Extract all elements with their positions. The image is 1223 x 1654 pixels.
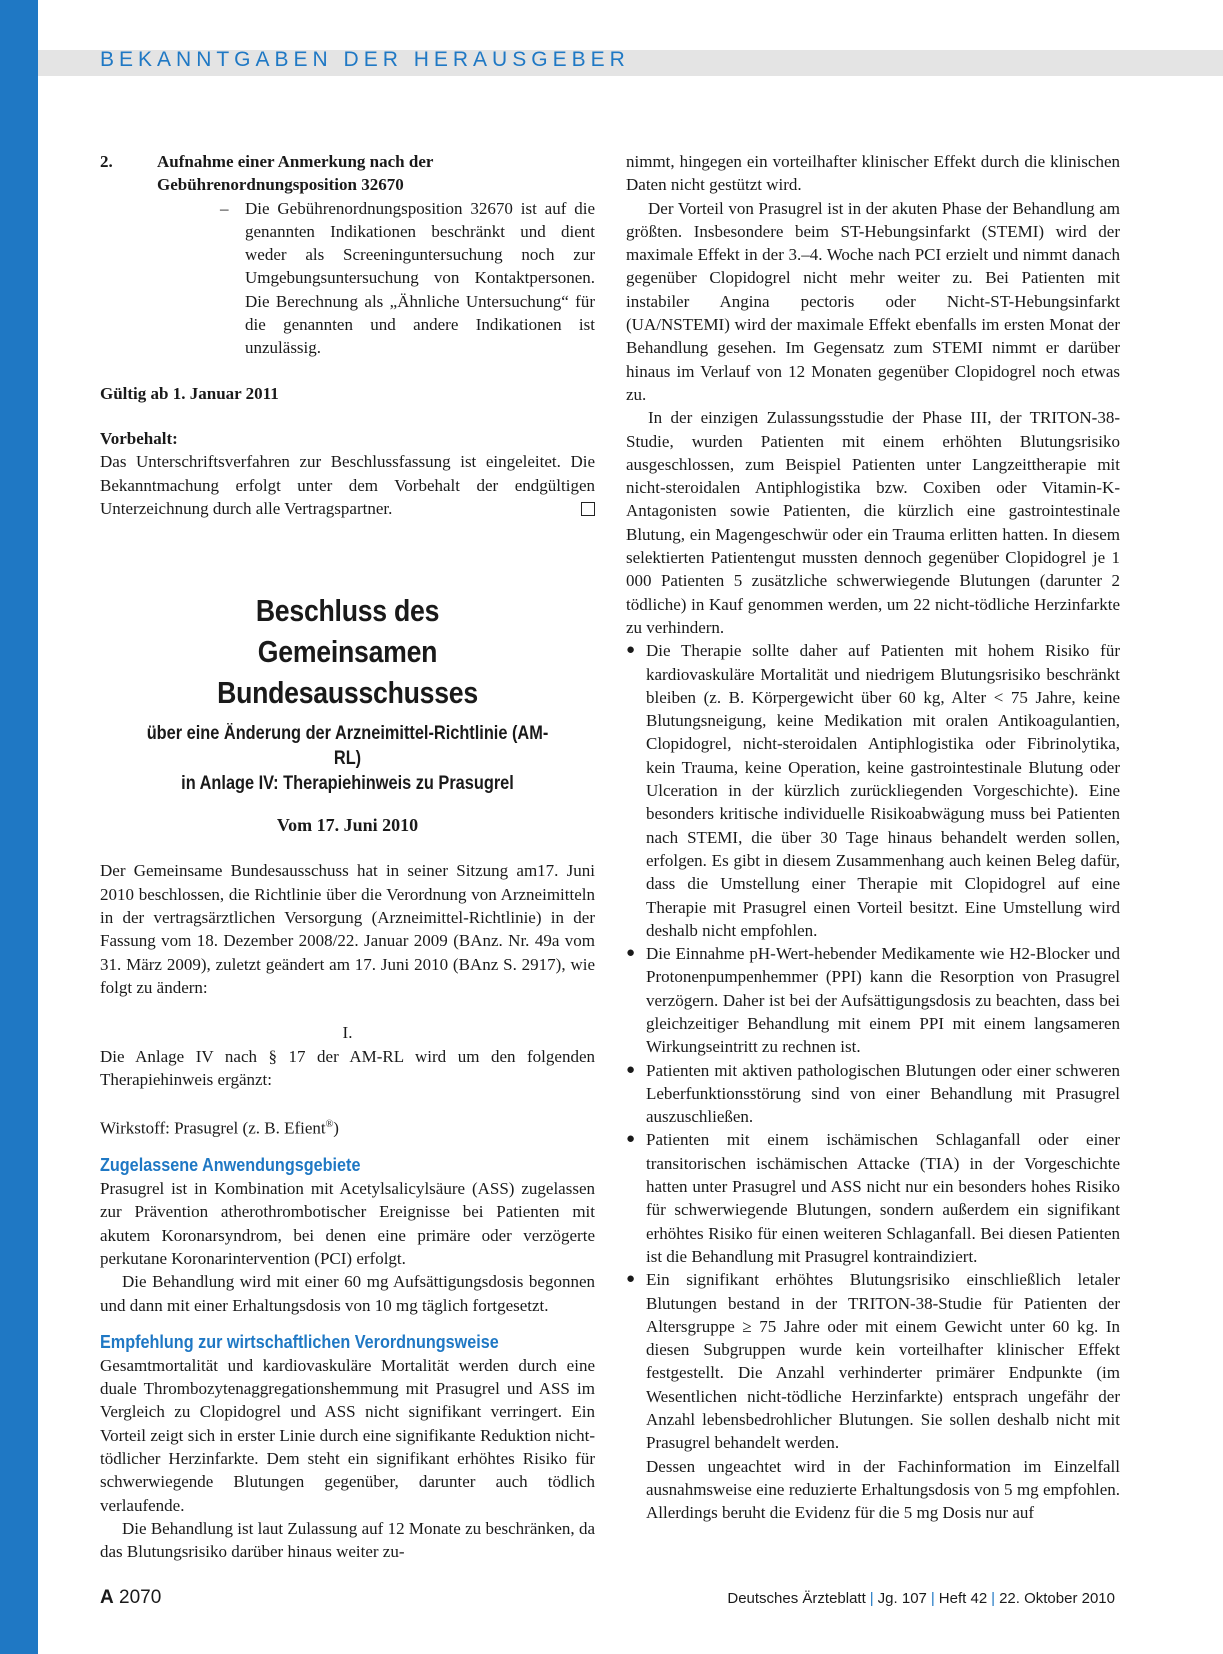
closing-paragraph: Dessen ungeachtet wird in der Fachinformation im Einzelfall ausnahmsweise eine reduzierte Erhaltungsdosis von 5 mg empfohlen. Allerdings beruht die Evidenz für die 5 mg Dosis nur auf [646,1456,1120,1523]
numbered-item [100,150,595,197]
bullet-item: ● Patienten mit aktiven pathologischen Blutungen oder einer schweren Leberfunktionsstörung sind von einer Behandlung mit Prasugrel auszuschließen. [626,1059,1120,1129]
indications-paragraph: Prasugrel ist in Kombination mit Acetylsalicylsäure (ASS) zugelassen zur Prävention atherothrombotischer Ereignisse bei Patienten mit akutem Koronarsyndrom, bei denen eine primäre oder verzögerte perkutane Koronarintervention (PCI) erfolgt. [100,1179,595,1268]
bullet-item: ● Ein signifikant erhöhtes Blutungsrisiko einschließlich letaler Blutungen bestand in der TRITON-38-Studie für Patienten der Altersgruppe ≥ 75 Jahre oder mit einem Gewicht unter 60 kg. In diesen Subgruppen wurde kein vorteilhafter klinischer Effekt festgestellt. Die Anzahl verhinderter primärer Endpunkte (im Wesentlichen nicht-tödliche Herzinfarkte) entsprach ungefähr der Anzahl lebensbedrohlicher Blutungen. Sie sollen deshalb nicht mit Prasugrel behandelt werden. [626,1268,1120,1454]
end-mark-box [581,502,595,516]
journal-date: 22. Oktober 2010 [999,1590,1115,1607]
item-number: 2. [100,152,113,171]
journal-name: Deutsches Ärzteblatt [727,1590,866,1607]
subtitle-line-2: in Anlage IV: Therapiehinweis zu Prasugrel [181,773,514,795]
anlage-paragraph: Die Anlage IV nach § 17 der AM-RL wird um den folgenden Therapiehinweis ergänzt: [100,1046,595,1089]
resolution-date: Vom 17. Juni 2010 [276,815,419,836]
subtitle-line-1: über eine Änderung der Arzneimittel-Richtlinie (AM-RL) [146,723,549,770]
resolution-title-block [100,590,595,837]
section-heading-recommendation: Empfehlung zur wirtschaftlichen Verordnungsweise [100,1331,499,1352]
intro-paragraph: Der Gemeinsame Bundesausschuss hat in seiner Sitzung am17. Juni 2010 beschlossen, die Richtlinie über die Verordnung von Arzneimitteln in der vertragsärztlichen Versorgung (Arzneimittel-Richtlinie) in der Fassung vom 18. Dezember 2008/22. Januar 2009 (BAnz. Nr. 49a vom 31. März 2009), zuletzt geändert am 17. Juni 2010 (BAnz S. 2917), wie folgt zu ändern: [100,861,595,997]
roman-numeral: I. [342,1023,353,1043]
section-header: BEKANNTGABEN DER HERAUSGEBER [100,48,630,71]
bullet-item: ● Die Einnahme pH-Wert-hebender Medikamente wie H2-Blocker und Protonenpumpenhemmer (PPI) kann die Resorption von Prasugrel verzögern. Daher ist bei der Aufsättigungsdosis zu beachten, dass bei gleichzeitiger Behandlung mit einem PPI mit einem langsameren Wirkungseintritt zu rechnen ist. [626,942,1120,1058]
benefit-paragraph: Der Vorteil von Prasugrel ist in der akuten Phase der Behandlung am größten. Insbesondere beim ST-Hebungsinfarkt (STEMI) wird der maximale Effekt in der 3.–4. Woche nach PCI erzielt und nimmt danach gegenüber Clopidogrel nicht mehr weiter zu. Bei Patienten mit instabiler Angina pectoris oder Nicht-ST-Hebungsinfarkt (UA/NSTEMI) wird der maximale Effekt ebenfalls im ersten Monat der Behandlung gesehen. Im Gegensatz zum STEMI nimmt er darüber hinaus im Verlauf von 12 Monaten gegenüber Clopidogrel noch etwas zu. [626,198,1120,404]
side-color-bar [0,0,38,1654]
vorbehalt-heading: Vorbehalt: [100,428,178,448]
dash-item [220,197,595,360]
journal-issue: Heft 42 [938,1590,988,1607]
duration-paragraph: Die Behandlung ist laut Zulassung auf 12 Monate zu beschränken, da das Blutungsrisiko darüber hinaus weiter zu- [100,1518,595,1562]
section-heading-indications: Zugelassene Anwendungsgebiete [100,1155,361,1176]
bullet-item: ● Patienten mit einem ischämischen Schlaganfall oder einer transitorischen ischämischen Attacke (TIA) in der Vorgeschichte hatten unter Prasugrel und ASS nicht nur ein besonders hohes Risiko für schwerwiegende Blutungen, sondern außerdem ein signifikant erhöhtes Risiko für einen weiteren Schlaganfall. Bei diesen Patienten ist die Behandlung mit Prasugrel kontraindiziert. [626,1128,1120,1268]
bullet-icon: ● [626,642,636,659]
vorbehalt-text: Das Unterschriftsverfahren zur Beschlussfassung ist eingeleitet. Die Bekanntmachung erfolgt unter dem Vorbehalt der endgültigen Unterzeichnung durch alle Vertragspartner. [100,452,595,518]
title-line-2: Gemeinsamen Bundesausschusses [217,634,478,711]
continuation-paragraph: nimmt, hingegen ein vorteilhafter klinischer Effekt durch die klinischen Daten nicht gestützt wird. [626,152,1120,195]
left-column [100,150,595,1564]
triton-paragraph: In der einzigen Zulassungsstudie der Phase III, der TRITON-38-Studie, wurden Patienten mit einem erhöhten Blutungsrisiko ausgeschlossen, zum Beispiel Patienten unter Langzeittherapie mit nicht-steroidalen Antiphlogistika bzw. Coxiben oder Vitamin-K-Antagonisten sowie Patienten, die kürzlich eine gastrointestinale Blutung, ein Magengeschwür oder ein Trauma erlitten hatten. In diesem selektierten Patientengut mussten dennoch gegenüber Clopidogrel je 1 000 Patienten 5 zusätzliche schwerwiegende Blutungen (darunter 2 tödliche) in Kauf genommen werden, um 22 nicht-tödliche Herzinfarkte zu verhindern. [626,408,1120,637]
bullet-icon: ● [626,945,636,962]
dash-text: Die Gebührenordnungsposition 32670 ist auf die genannten Indikationen beschränkt und dient weder als Screeninguntersuchung noch zur Umgebungsuntersuchung von Kontaktpersonen. Die Berechnung als „Ähnliche Untersuchung“ für die genannten und andere Indikationen ist unzulässig. [245,198,595,358]
dash-mark: – [220,198,229,218]
item-title: Aufnahme einer Anmerkung nach der Gebührenordnungsposition 32670 [157,152,434,195]
bullet-icon: ● [626,1061,636,1078]
bullet-item: ● Die Therapie sollte daher auf Patienten mit hohem Risiko für kardiovaskuläre Mortalität und niedrigem Blutungsrisiko beschränkt bleiben (z. B. Körpergewicht über 60 kg, Alter < 75 Jahre, keine Blutungsneigung, keine Medikation mit oralen Antikoagulantien, Clopidogrel, nicht-steroidalen Antiphlogistika oder Fibrinolytika, kein Trauma, keine Operation, keine gastrointestinale Blutung oder Ulceration in der kürzlich zurückliegenden Vorgeschichte). Eine besonders kritische individuelle Risikoabwägung muss bei Patienten nach STEMI, die über 30 Tage hinaus behandelt werden sollen, erfolgen. Es gibt in diesem Zusammenhang auch keinen Beleg dafür, dass die Umstellung einer Therapie mit Clopidogrel auf eine Therapie mit Prasugrel einen Vorteil besitzt. Eine Umstellung wird deshalb nicht empfohlen. [626,639,1120,942]
journal-citation: Deutsches Ärzteblatt | Jg. 107 | Heft 42 | 22. Oktober 2010 [727,1590,1115,1607]
bullet-icon: ● [626,1131,636,1148]
page-number: A 2070 [100,1587,162,1608]
valid-date: Gültig ab 1. Januar 2011 [100,383,279,403]
right-column [626,150,1120,1525]
dosage-paragraph: Die Behandlung wird mit einer 60 mg Aufsättigungsdosis begonnen und dann mit einer Erhaltungsdosis von 10 mg täglich fortgesetzt. [100,1272,595,1315]
title-line-1: Beschluss des [255,593,440,629]
recommendation-paragraph: Gesamtmortalität und kardiovaskuläre Mortalität werden durch eine duale Thrombozytenaggregationshemmung mit Prasugrel und ASS im Vergleich zu Clopidogrel und ASS nicht signifikant verringert. Ein Vorteil zeigt sich in erster Linie durch eine signifikante Reduktion nicht-tödlicher Herzinfarkte. Dem steht ein signifikant erhöhtes Risiko für schwerwiegende Blutungen gegenüber, darunter auch tödlich verlaufende. [100,1355,595,1515]
wirkstoff-line: Wirkstoff: Prasugrel (z. B. Efient®) [100,1118,339,1138]
journal-volume: Jg. 107 [877,1590,927,1607]
bullet-icon: ● [626,1271,636,1288]
